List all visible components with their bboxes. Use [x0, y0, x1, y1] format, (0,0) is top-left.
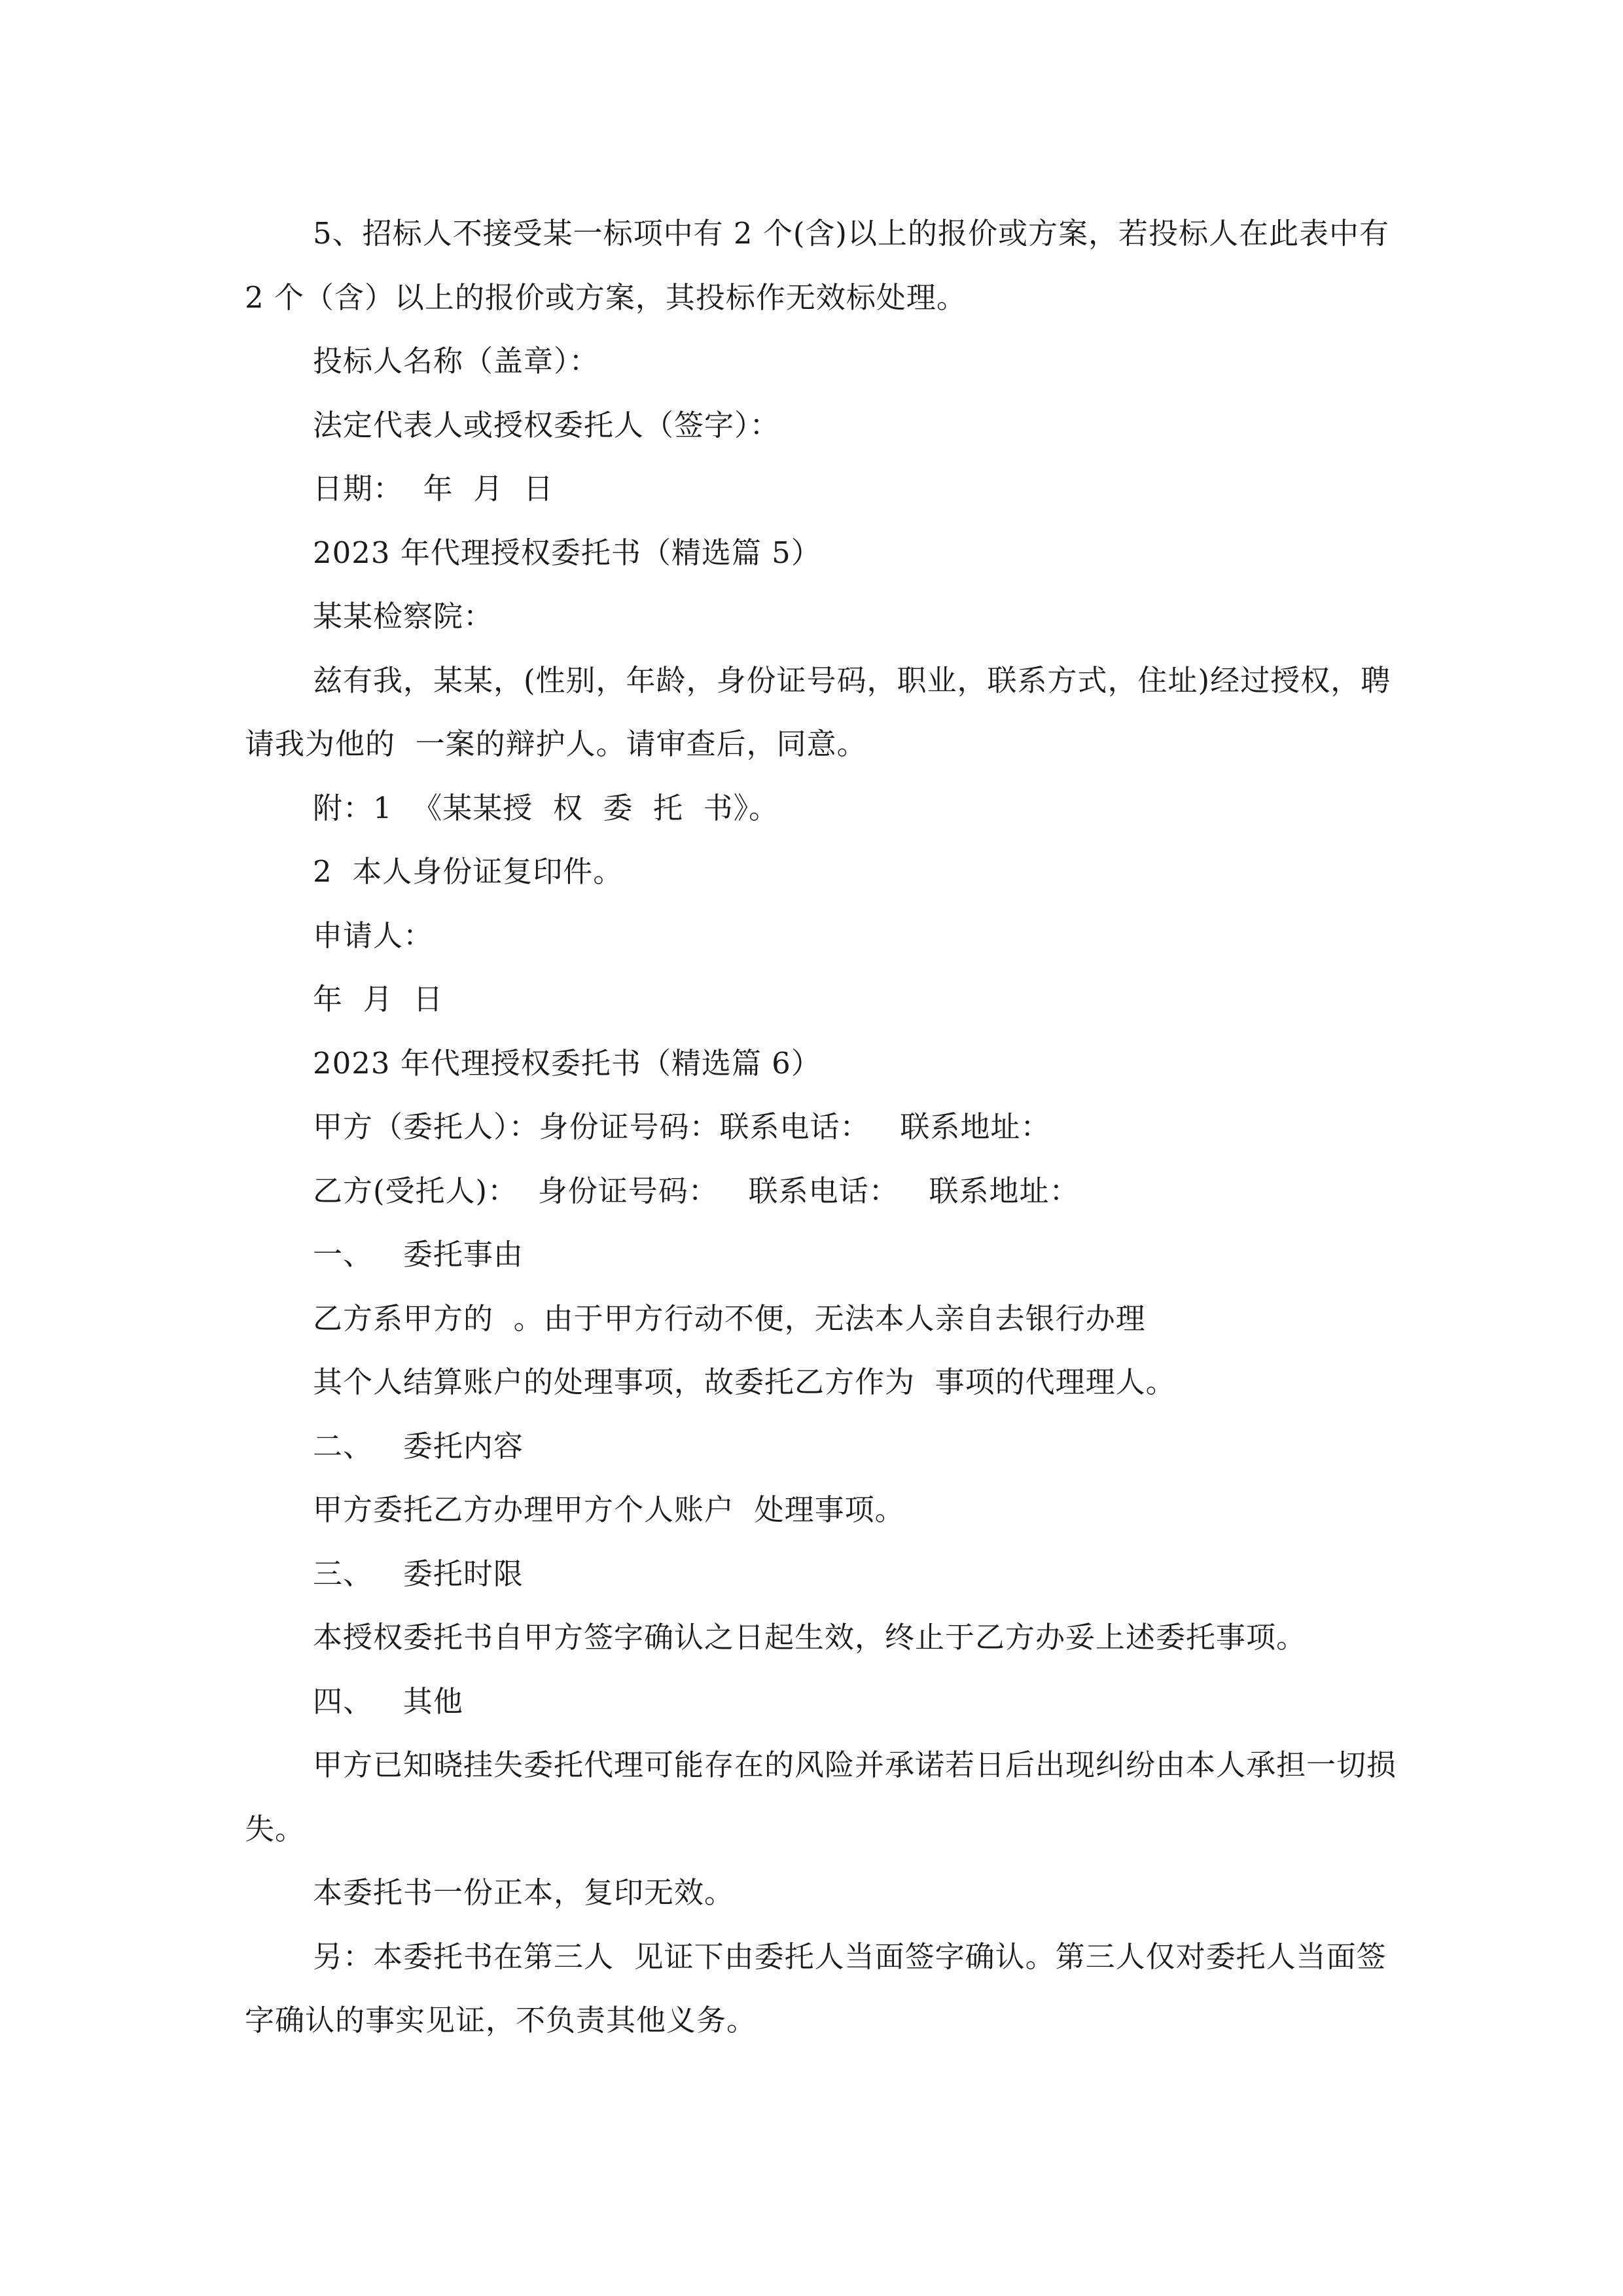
paragraph-legal-rep: 法定代表人或授权委托人（签字）：: [313, 407, 780, 442]
section-heading-6: 2023 年代理授权委托书（精选篇 6）: [313, 1045, 821, 1081]
paragraph-witness: 另：本委托书在第三人 见证下由委托人当面签字确认。第三人仅对委托人当面签字确认的事实见证，不负责其他义务。: [245, 1939, 1387, 2037]
document-body: [245, 202, 1400, 2053]
paragraph-party-a: 甲方（委托人）：身份证号码：联系电话： 联系地址：: [313, 1109, 1051, 1144]
clause-heading-3: 三、 委托时限: [313, 1556, 524, 1591]
paragraph-reason-1: 乙方系甲方的 。由于甲方行动不便，无法本人亲自去银行办理: [313, 1300, 1146, 1336]
paragraph-addressee: 某某检察院：: [313, 599, 494, 634]
clause-heading-1: 一、 委托事由: [313, 1237, 524, 1272]
paragraph-term: 本授权委托书自甲方签字确认之日起生效，终止于乙方办妥上述委托事项。: [313, 1620, 1307, 1655]
paragraph-original-copy: 本委托书一份正本，复印无效。: [313, 1875, 735, 1910]
paragraph-content: 甲方委托乙方办理甲方个人账户 处理事项。: [313, 1492, 905, 1527]
paragraph-authorization-body: 兹有我，某某，(性别，年龄，身份证号码，职业，联系方式，住址)经过授权，聘请我为他的 一案的辩护人。请审查后，同意。: [245, 662, 1391, 761]
paragraph-risk: 甲方已知晓挂失委托代理可能存在的风险并承诺若日后出现纠纷由本人承担一切损失。: [245, 1748, 1397, 1846]
paragraph-party-b: 乙方(受托人)： 身份证号码： 联系电话： 联系地址：: [313, 1173, 1080, 1208]
paragraph-attachment-1: 附：1 《某某授 权 委 托 书》。: [313, 790, 779, 825]
paragraph-attachment-2: 2 本人身份证复印件。: [313, 854, 624, 889]
section-heading-5: 2023 年代理授权委托书（精选篇 5）: [313, 535, 821, 570]
paragraph-applicant-date: 年 月 日: [313, 982, 444, 1016]
paragraph-bidder-name: 投标人名称（盖章）：: [313, 344, 599, 378]
paragraph-date: 日期： 年 月 日: [313, 471, 554, 506]
paragraph-reason-2: 其个人结算账户的处理事项，故委托乙方作为 事项的代理理人。: [313, 1365, 1176, 1399]
paragraph-applicant: 申请人：: [313, 918, 434, 953]
clause-heading-4: 四、 其他: [313, 1683, 463, 1719]
clause-heading-2: 二、 委托内容: [313, 1428, 524, 1463]
paragraph-tender-note: 5、招标人不接受某一标项中有 2 个(含)以上的报价或方案，若投标人在此表中有 2 个（含）以上的报价或方案，其投标作无效标处理。: [245, 216, 1400, 315]
